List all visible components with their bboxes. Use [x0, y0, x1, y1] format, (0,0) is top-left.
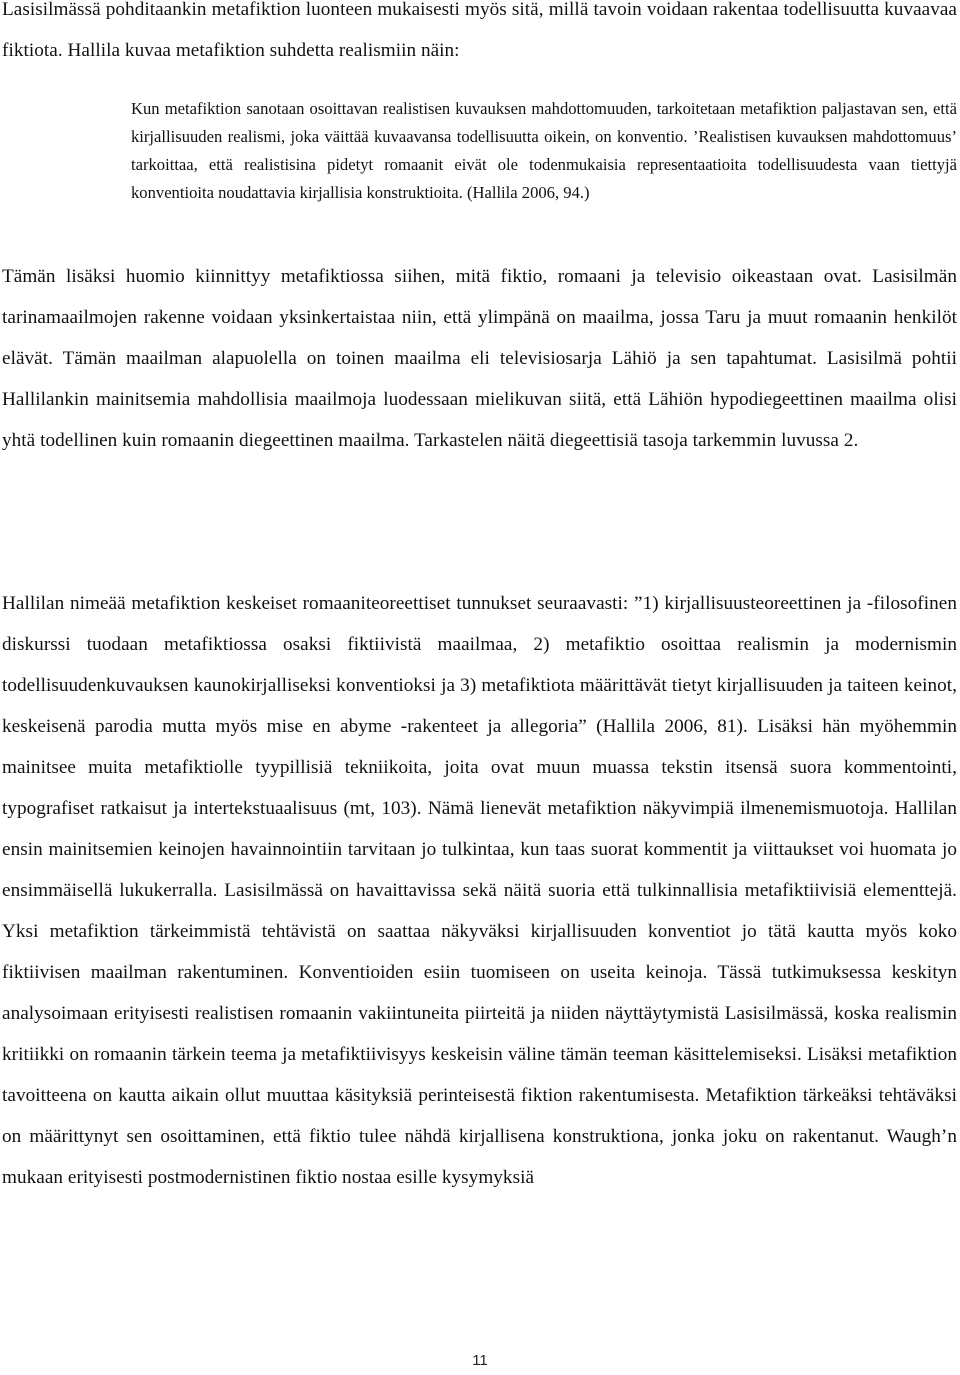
block-quote: Kun metafiktion sanotaan osoittavan realistisen kuvauksen mahdottomuuden, tarkoitetaan metafiktion paljastavan sen, että kirjallisuuden realismi, joka väittää kuvaavansa todellisuutta oikein, on konventio. ’Realistisen kuvauksen mahdottomuus’ tarkoittaa, että realistisina pidetyt romaanit eivät ole todenmukaisia representaatioita todellisuudesta vaan tiettyjä konventioita noudattavia kirjallisia konstruktioita. (Hallila 2006, 94.) [131, 99, 957, 202]
page-number: 11 [472, 1352, 488, 1369]
paragraph-metafiction-features: Hallilan nimeää metafiktion keskeiset romaaniteoreettiset tunnukset seuraavasti: ”1) kirjallisuusteoreettinen ja -filosofinen diskurssi tuodaan metafiktiossa osaksi fiktiivistä maailmaa, 2) metafiktio osoittaa realismin ja modernismin todellisuudenkuvauksen kaunokirjalliseksi konventioksi ja 3) metafiktiota määrittävät tietyt kirjallisuuden ja taiteen keinot, keskeisenä parodia mutta myös mise en abyme -rakenteet ja allegoria” (Hallila 2006, 81). Lisäksi hän myöhemmin mainitsee muita metafiktiolle tyypillisiä tekniikoita, joita ovat muun muassa tekstin itsensä suora kommentointi, typografiset ratkaisut ja intertekstuaalisuus (mt, 103). Nämä lienevät metafiktion näkyvimpiä ilmenemismuotoja. Hallilan ensin mainitsemien keinojen havainnointiin tarvitaan jo tulkintaa, kun taas suorat kommentit ja viittaukset voi huomata jo ensimmäisellä lukukerralla. Lasisilmässä on havaittavissa sekä näitä suoria että tulkinnallisia metafiktiivisiä elementtejä. Yksi metafiktion tärkeimmistä tehtävistä on saattaa näkyväksi kirjallisuuden konventiot jo tätä kautta myös koko fiktiivisen maailman rakentuminen. Konventioiden esiin tuomiseen on useita keinoja. Tässä tutkimuksessa keskityn analysoimaan erityisesti realistisen romaanin vakiintuneita piirteitä ja niiden näyttäytymistä Lasisilmässä, koska realismin kritiikki on romaanin tärkein teema ja metafiktiivisyys keskeisin väline tämän teeman käsittelemiseksi. Lisäksi metafiktion tavoitteena on kautta aikain ollut muuttaa käsityksiä perinteisestä fiktion rakentumisesta. Metafiktion tärkeäksi tehtäväksi on määrittynyt sen osoittaminen, että fiktio tulee nähdä kirjallisena konstruktiona, jonka joku on rakentanut. Waugh’n mukaan erityisesti postmodernistinen fiktio nostaa esille kysymyksiä [2, 593, 957, 1188]
paragraph-intro: Lasisilmässä pohditaankin metafiktion luonteen mukaisesti myös sitä, millä tavoin voidaan rakentaa todellisuutta kuvaavaa fiktiota. Hallila kuvaa metafiktion suhdetta realismiin näin: [2, 0, 957, 61]
paragraph-diegetic-levels: Tämän lisäksi huomio kiinnittyy metafiktiossa siihen, mitä fiktio, romaani ja televisio oikeastaan ovat. Lasisilmän tarinamaailmojen rakenne voidaan yksinkertaistaa niin, että ylimpänä on maailma, jossa Taru ja muut romaanin henkilöt elävät. Tämän maailman alapuolella on toinen maailma eli televisiosarja Lähiö ja sen tapahtumat. Lasisilmä pohtii Hallilankin mainitsemia mahdollisia maailmoja luodessaan mielikuvan siitä, että Lähiön hypodiegeettinen maailma olisi yhtä todellinen kuin romaanin diegeettinen maailma. Tarkastelen näitä diegeettisiä tasoja tarkemmin luvussa 2. [2, 266, 957, 451]
